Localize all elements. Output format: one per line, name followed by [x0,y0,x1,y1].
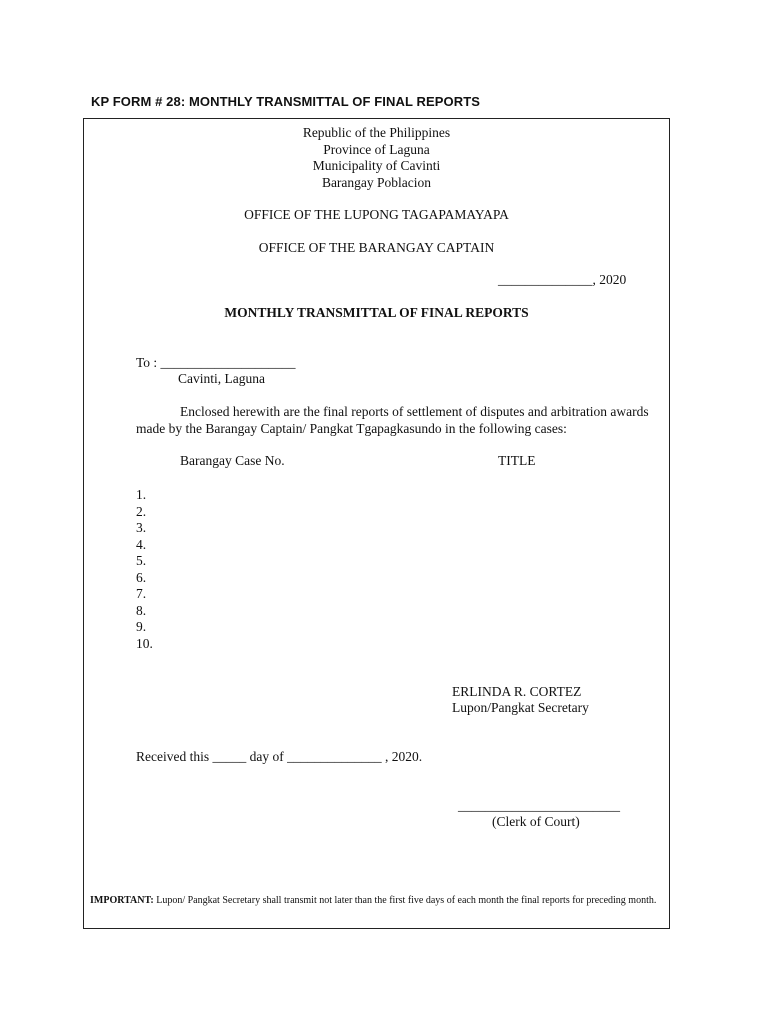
received-line: Received this _____ day of ______________ , 2020. [136,749,423,764]
list-item: 4. [136,536,147,552]
list-item: 3. [136,520,147,535]
date-line: ______________, 2020 [498,272,627,287]
office-captain: OFFICE OF THE BARANGAY CAPTAIN [258,240,495,255]
letterhead-line-2: Province of Laguna [323,141,430,157]
letterhead [84,125,669,191]
clerk-label: (Clerk of Court) [492,814,580,829]
list-item: 10. [136,635,153,651]
to-line: To : ____________________ [136,355,296,370]
important-note [90,895,662,908]
letterhead-line-3: Municipality of Cavinti [312,158,441,173]
to-address: Cavinti, Laguna [178,371,265,386]
list-item: 6. [136,569,147,585]
list-item: 8. [136,602,147,618]
column-case-no: Barangay Case No. [180,453,285,468]
list-item: 7. [136,586,147,601]
list-item: 9. [136,619,147,634]
document-title: MONTHLY TRANSMITTAL OF FINAL REPORTS [224,305,529,320]
office-lupon: OFFICE OF THE LUPONG TAGAPAMAYAPA [244,207,509,222]
signatory-name: ERLINDA R. CORTEZ [452,684,582,699]
body-line-1: Enclosed herewith are the final reports of settlement of disputes and arbitration awards [180,404,649,419]
clerk-signature-line: ________________________ [458,798,620,813]
important-label: IMPORTANT: [90,895,154,906]
form-label: KP FORM # 28: MONTHLY TRANSMITTAL OF FINAL REPORTS [91,94,481,109]
list-item: 2. [136,503,147,519]
column-title: TITLE [498,453,536,468]
letterhead-line-4: Barangay Poblacion [321,174,432,190]
case-list [136,487,153,652]
signatory-position: Lupon/Pangkat Secretary [452,700,589,715]
form-frame [83,118,670,929]
important-text: Lupon/ Pangkat Secretary shall transmit not later than the first five days of each month the final reports for preceding month. [153,895,657,906]
letterhead-line-1: Republic of the Philippines [302,125,451,140]
list-item: 5. [136,553,147,568]
body-line-2: made by the Barangay Captain/ Pangkat Tgapagkasundo in the following cases: [136,421,567,436]
list-item: 1. [136,487,147,502]
